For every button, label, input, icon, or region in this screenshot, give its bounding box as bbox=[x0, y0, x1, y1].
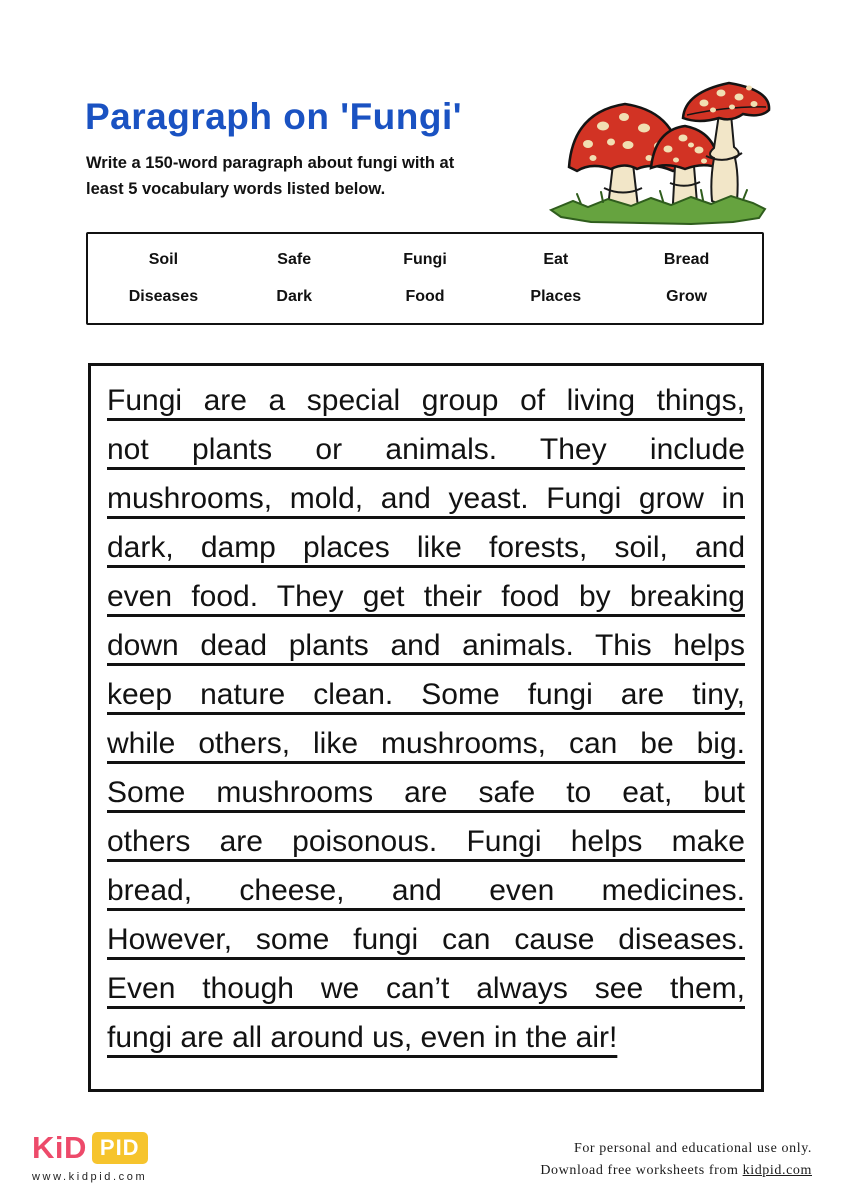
instructions bbox=[86, 150, 454, 202]
paragraph-line: Some mushrooms are safe to eat, but bbox=[107, 776, 745, 809]
usage-note-line-1: For personal and educational use only. bbox=[573, 1141, 812, 1156]
paragraph-line: fungi are all around us, even in the air! bbox=[107, 1021, 618, 1054]
paragraph-line: mushrooms, mold, and yeast. Fungi grow in bbox=[107, 482, 745, 515]
usage-note-line-2-text: Download free worksheets from bbox=[540, 1163, 743, 1178]
website-url: www.kidpid.com bbox=[32, 1171, 148, 1183]
vocab-word-dark: Dark bbox=[276, 287, 312, 305]
logo-kid-text: KiD bbox=[32, 1130, 87, 1165]
paragraph-writing-area bbox=[88, 363, 764, 1092]
vocab-word-diseases: Diseases bbox=[128, 287, 199, 305]
mushrooms-illustration bbox=[533, 74, 773, 228]
vocab-word-fungi: Fungi bbox=[403, 251, 447, 269]
paragraph-line: bread, cheese, and even medicines. bbox=[107, 874, 745, 907]
usage-note-line-2 bbox=[540, 1160, 812, 1182]
vocabulary-box bbox=[86, 232, 764, 325]
vocab-word-grow: Grow bbox=[666, 287, 708, 305]
instructions-line-2: least 5 vocabulary words listed below. bbox=[86, 180, 386, 198]
vocab-word-food: Food bbox=[405, 287, 445, 305]
kidpid-logo bbox=[32, 1130, 148, 1183]
vocab-word-eat: Eat bbox=[543, 251, 569, 269]
paragraph-line: down dead plants and animals. This helps bbox=[107, 629, 745, 662]
usage-note bbox=[540, 1138, 812, 1182]
paragraph-line: keep nature clean. Some fungi are tiny, bbox=[107, 678, 745, 711]
logo-pid-badge: PID bbox=[92, 1132, 148, 1164]
worksheet-title: Paragraph on 'Fungi' bbox=[85, 96, 463, 137]
paragraph-line: while others, like mushrooms, can be big. bbox=[107, 727, 745, 760]
vocab-word-places: Places bbox=[530, 287, 582, 305]
paragraph-line: Even though we can’t always see them, bbox=[107, 972, 745, 1005]
paragraph-line: dark, damp places like forests, soil, and bbox=[107, 531, 745, 564]
kidpid-link[interactable]: kidpid.com bbox=[742, 1163, 812, 1178]
vocab-word-soil: Soil bbox=[148, 251, 179, 269]
vocab-word-safe: Safe bbox=[277, 251, 312, 269]
paragraph-line: others are poisonous. Fungi helps make bbox=[107, 825, 745, 858]
instructions-line-1: Write a 150-word paragraph about fungi with at bbox=[86, 154, 455, 172]
vocab-word-bread: Bread bbox=[663, 251, 710, 269]
paragraph-line: not plants or animals. They include bbox=[107, 433, 745, 466]
paragraph-line: However, some fungi can cause diseases. bbox=[107, 923, 745, 956]
paragraph-line: Fungi are a special group of living things, bbox=[107, 384, 745, 417]
paragraph-line: even food. They get their food by breaking bbox=[107, 580, 745, 613]
